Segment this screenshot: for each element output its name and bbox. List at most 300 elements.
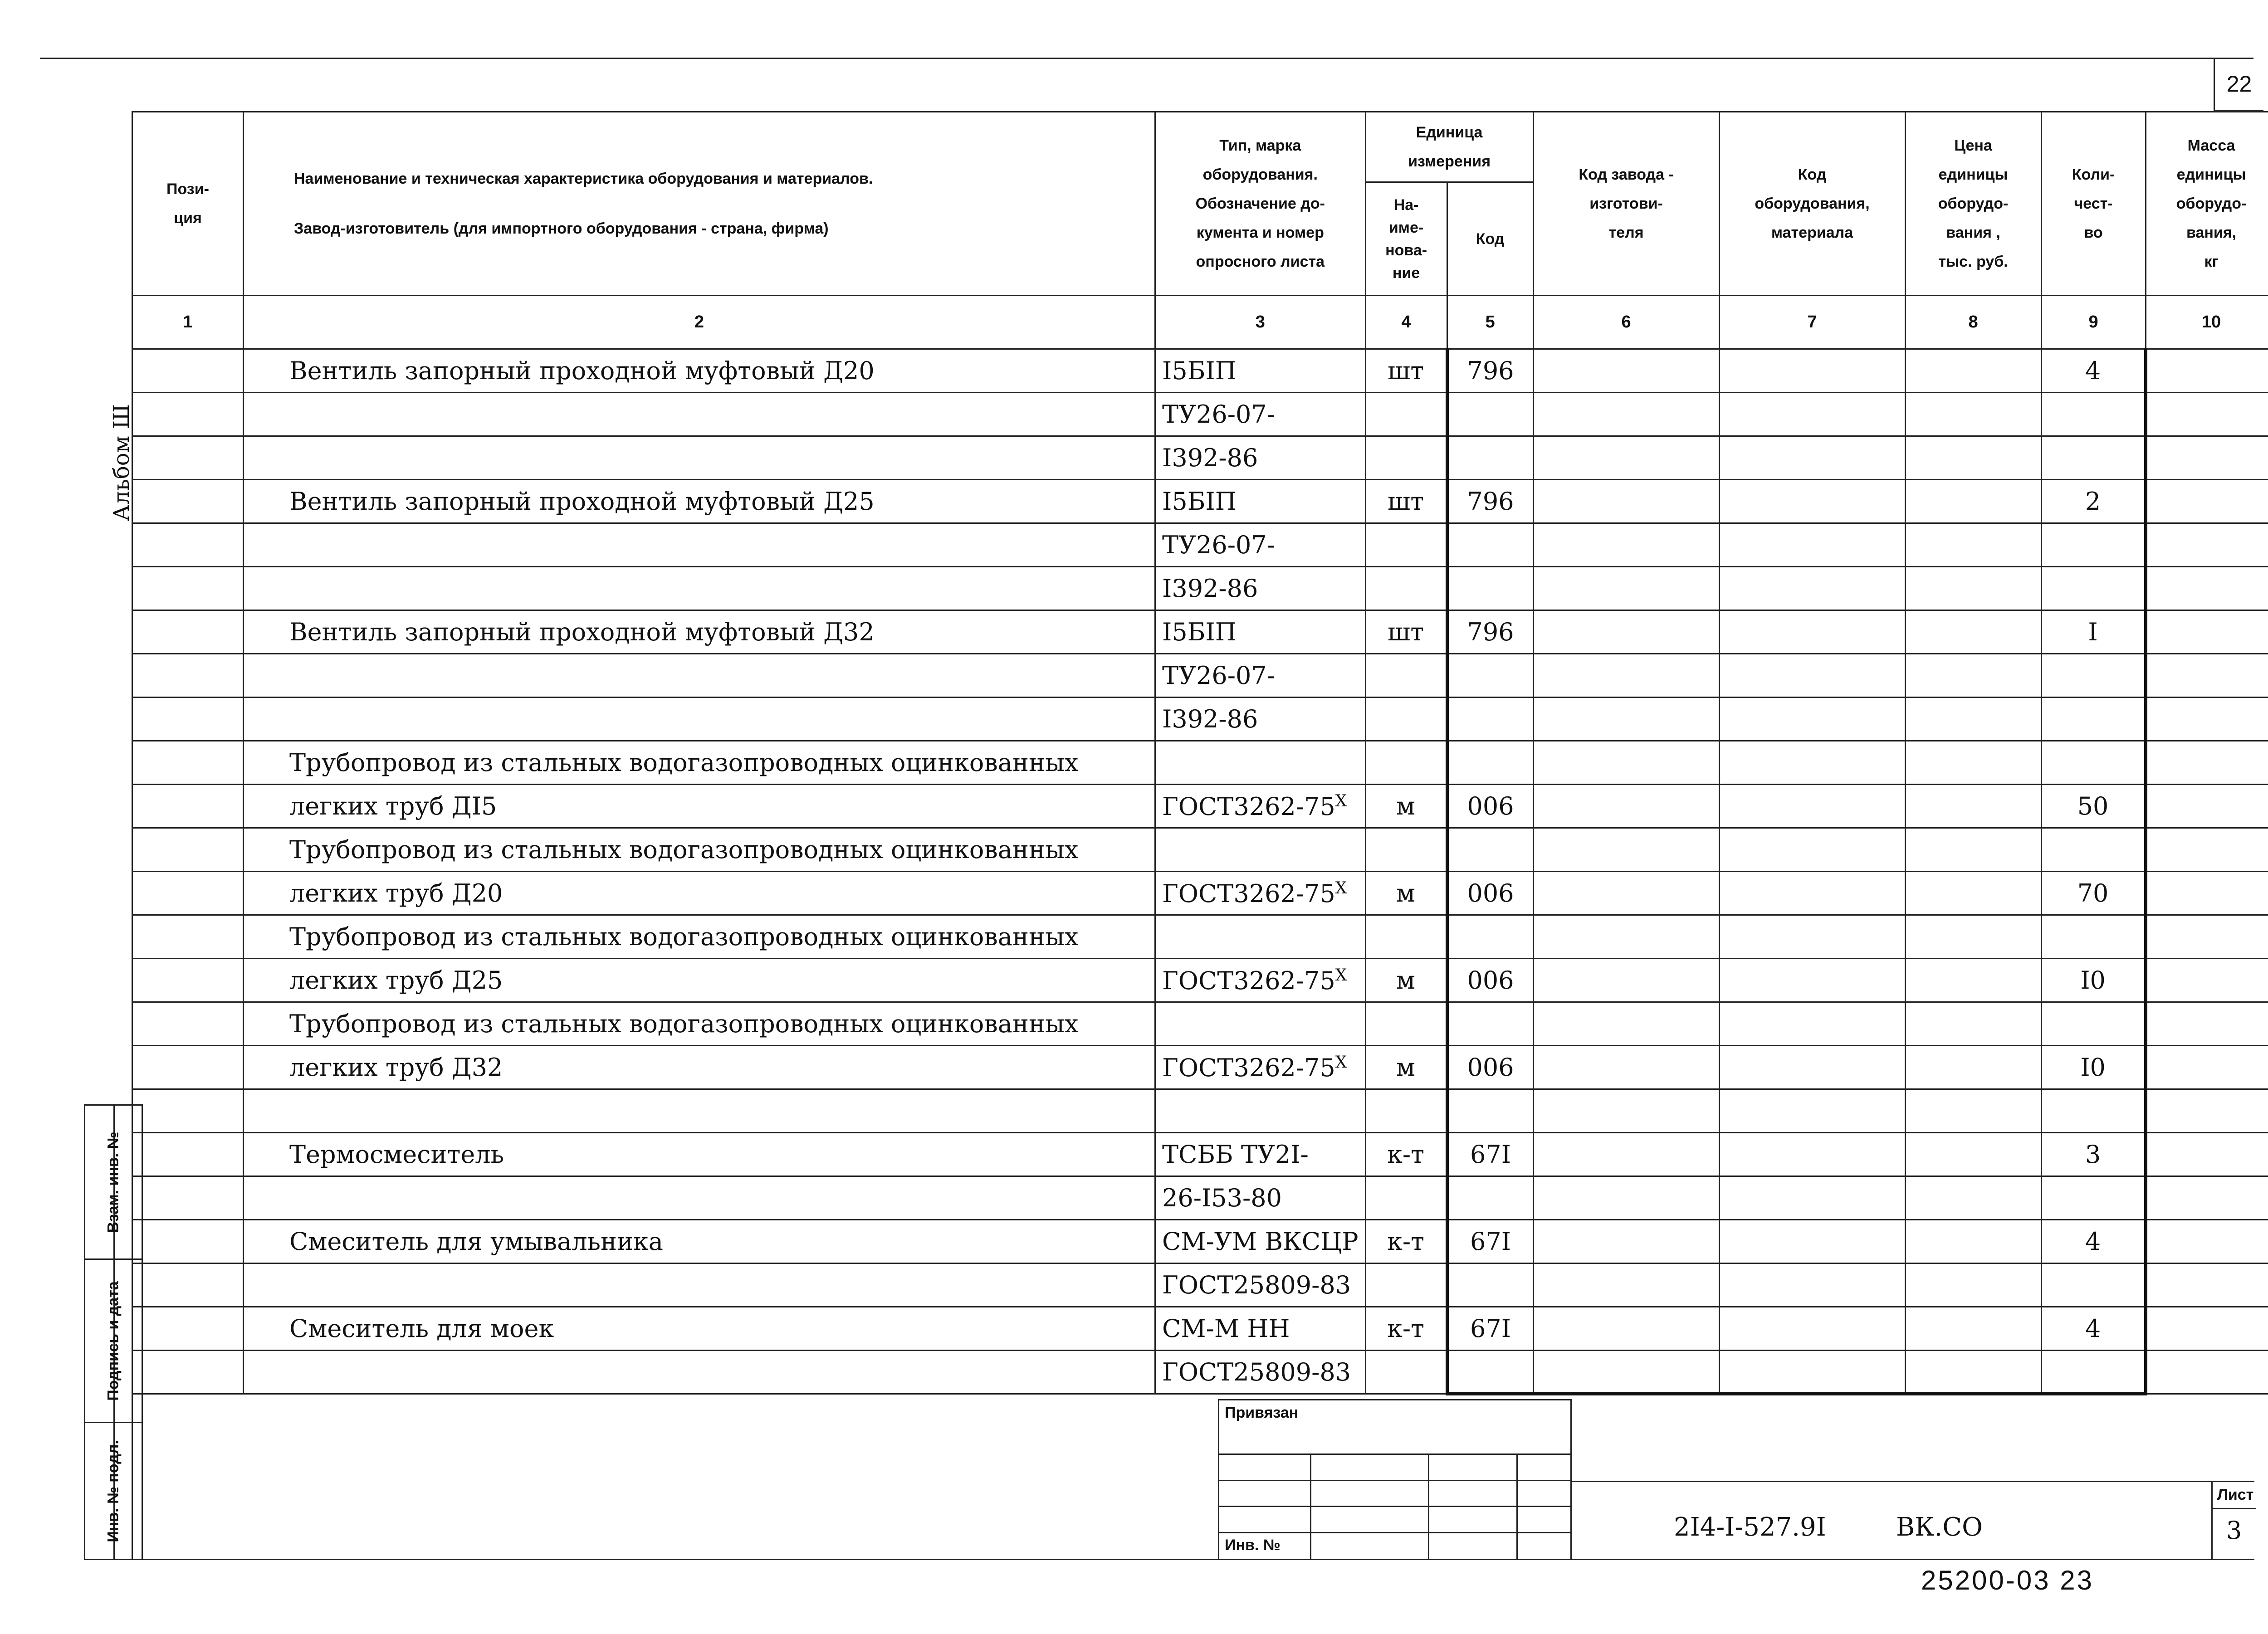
cell-factory-code: [1533, 1176, 1719, 1220]
header-factory-l2: изготови-: [1589, 195, 1663, 212]
cell-unit-name-text: м: [1396, 966, 1416, 995]
cell-type: [1155, 1046, 1366, 1089]
header-price: [1905, 112, 2041, 296]
cell-mass: [2146, 1176, 2268, 1220]
cell-equip-code: [1719, 828, 1905, 872]
binding-box: [1218, 1399, 1572, 1560]
table-row: [132, 480, 2268, 523]
cell-unit-code: [1447, 654, 1533, 697]
cell-unit-code: [1447, 1046, 1533, 1089]
cell-qty: [2041, 1176, 2146, 1220]
cell-position: [132, 1220, 244, 1263]
header-factory-l3: теля: [1608, 224, 1644, 241]
cell-type: [1155, 1263, 1366, 1307]
sheet-label: Лист: [2217, 1486, 2254, 1503]
cell-name: [244, 1263, 1155, 1307]
cell-equip-code: [1719, 741, 1905, 785]
header-type: [1155, 112, 1366, 296]
cell-price: [1905, 654, 2041, 697]
cell-type: [1155, 1002, 1366, 1046]
cell-unit-name: [1365, 697, 1447, 741]
cell-price: [1905, 1307, 2041, 1351]
cell-qty: [2041, 1002, 2146, 1046]
cell-type-text: I5БIП: [1162, 487, 1237, 516]
cell-equip-code: [1719, 1176, 1905, 1220]
header-position: [132, 112, 244, 296]
cell-name-text: легких труб Д32: [289, 1053, 503, 1082]
cell-mass: [2146, 523, 2268, 567]
cell-unit-name: [1365, 915, 1447, 959]
cell-price: [1905, 567, 2041, 610]
cell-equip-code: [1719, 697, 1905, 741]
cell-qty-text: 4: [2085, 1227, 2101, 1256]
cell-qty: [2041, 436, 2146, 480]
cell-mass: [2146, 915, 2268, 959]
cell-type-text: I392-86: [1162, 705, 1258, 733]
header-qty-l2: чест-: [2074, 195, 2113, 212]
cell-position: [132, 959, 244, 1002]
cell-unit-name-text: м: [1396, 1053, 1416, 1082]
cell-name: [244, 697, 1155, 741]
cell-unit-name-text: м: [1396, 879, 1416, 907]
top-rule: [40, 58, 2253, 59]
cell-unit-code: [1447, 872, 1533, 915]
header-price-l4: вания ,: [1946, 224, 2000, 241]
cell-price: [1905, 697, 2041, 741]
header-price-l3: оборудо-: [1938, 195, 2009, 212]
stamp-replace-label: Взам. инв. №: [104, 1131, 122, 1233]
cell-qty: [2041, 654, 2146, 697]
cell-type-text: I5БIП: [1162, 356, 1237, 385]
cell-mass: [2146, 1351, 2268, 1394]
cell-type: [1155, 610, 1366, 654]
superscript-mark: Х: [1335, 966, 1347, 985]
cell-price: [1905, 610, 2041, 654]
cell-type-text: ТСББ ТУ2I-: [1162, 1140, 1309, 1169]
sheet-number: 3: [2226, 1516, 2242, 1545]
cell-name-text: Смеситель для умывальника: [289, 1227, 663, 1256]
table-row: [132, 1089, 2268, 1133]
cell-factory-code: [1533, 697, 1719, 741]
cell-name: [244, 828, 1155, 872]
cell-position: [132, 654, 244, 697]
cell-unit-code: [1447, 523, 1533, 567]
cell-name-text: Вентиль запорный проходной муфтовый Д25: [289, 487, 875, 516]
cell-position: [132, 1133, 244, 1176]
table-row: [132, 523, 2268, 567]
cell-factory-code: [1533, 959, 1719, 1002]
header-unitname-l1: На-: [1393, 196, 1419, 214]
cell-price: [1905, 959, 2041, 1002]
cell-name-text: Смеситель для моек: [289, 1314, 554, 1343]
cell-price: [1905, 1263, 2041, 1307]
cell-equip-code: [1719, 654, 1905, 697]
cell-equip-code: [1719, 1002, 1905, 1046]
cell-type: [1155, 349, 1366, 393]
cell-position: [132, 872, 244, 915]
cell-unit-code: [1447, 915, 1533, 959]
cell-unit-code: [1447, 1263, 1533, 1307]
header-name-l1: Наименование и техническая характеристика оборудования и материалов.: [294, 170, 873, 187]
document-mark: ВК.СО: [1896, 1512, 1983, 1542]
cell-unit-name-text: к-т: [1387, 1140, 1424, 1169]
table-row: [132, 828, 2268, 872]
table-row: [132, 785, 2268, 828]
cell-position: [132, 828, 244, 872]
header-mass-l5: кг: [2204, 253, 2219, 270]
cell-unit-code: [1447, 828, 1533, 872]
cell-name: [244, 523, 1155, 567]
header-unit-l1: Единица: [1416, 124, 1483, 141]
cell-type: [1155, 915, 1366, 959]
specification-body: [132, 349, 2268, 1394]
cell-position: [132, 697, 244, 741]
cell-unit-name: [1365, 610, 1447, 654]
cell-unit-name: [1365, 1220, 1447, 1263]
cell-equip-code: [1719, 1263, 1905, 1307]
cell-unit-code: [1447, 785, 1533, 828]
cell-type: [1155, 567, 1366, 610]
header-unit-name: [1365, 182, 1447, 296]
cell-equip-code: [1719, 915, 1905, 959]
cell-price: [1905, 785, 2041, 828]
col-num: 9: [2041, 296, 2146, 349]
cell-unit-code: [1447, 1089, 1533, 1133]
cell-qty: [2041, 610, 2146, 654]
col-num: 10: [2146, 296, 2268, 349]
table-row: [132, 436, 2268, 480]
cell-unit-name: [1365, 959, 1447, 1002]
cell-qty: [2041, 959, 2146, 1002]
binding-vline: [1310, 1454, 1311, 1560]
cell-unit-code: [1447, 480, 1533, 523]
cell-mass: [2146, 741, 2268, 785]
cell-name: [244, 1176, 1155, 1220]
cell-qty: [2041, 915, 2146, 959]
cell-qty-text: 4: [2085, 1314, 2101, 1343]
cell-type: [1155, 480, 1366, 523]
cell-factory-code: [1533, 1263, 1719, 1307]
cell-factory-code: [1533, 610, 1719, 654]
header-mass-l4: вания,: [2186, 224, 2237, 241]
table-row: [132, 1263, 2268, 1307]
cell-type-text: ТУ26-07-: [1162, 400, 1275, 429]
cell-price: [1905, 393, 2041, 436]
table-row: [132, 697, 2268, 741]
col-num: 2: [244, 296, 1155, 349]
cell-factory-code: [1533, 915, 1719, 959]
cell-equip-code: [1719, 872, 1905, 915]
cell-unit-name: [1365, 1263, 1447, 1307]
cell-mass: [2146, 828, 2268, 872]
cell-price: [1905, 872, 2041, 915]
header-unit-l2: измерения: [1408, 153, 1491, 170]
cell-name: [244, 393, 1155, 436]
cell-unit-code: [1447, 1176, 1533, 1220]
cell-mass: [2146, 697, 2268, 741]
cell-factory-code: [1533, 1220, 1719, 1263]
cell-factory-code: [1533, 828, 1719, 872]
cell-unit-name: [1365, 1307, 1447, 1351]
cell-price: [1905, 1176, 2041, 1220]
cell-position: [132, 567, 244, 610]
header-type-l2: оборудования.: [1202, 166, 1318, 183]
cell-name: [244, 872, 1155, 915]
cell-unit-code-text: 67I: [1470, 1140, 1511, 1169]
cell-price: [1905, 436, 2041, 480]
cell-unit-code-text: 796: [1467, 618, 1514, 646]
cell-qty: [2041, 697, 2146, 741]
cell-position: [132, 393, 244, 436]
cell-unit-code-text: 796: [1467, 356, 1514, 385]
cell-qty: [2041, 523, 2146, 567]
cell-name: [244, 610, 1155, 654]
cell-position: [132, 915, 244, 959]
cell-unit-name-text: шт: [1388, 487, 1424, 516]
cell-factory-code: [1533, 349, 1719, 393]
cell-name-text: Трубопровод из стальных водогазопроводных оцинкованных: [289, 922, 1079, 951]
header-position-l2: ция: [174, 210, 202, 227]
cell-qty-text: 70: [2077, 879, 2109, 907]
table-row: [132, 959, 2268, 1002]
header-mass-l3: оборудо-: [2176, 195, 2247, 212]
col-num: 5: [1447, 296, 1533, 349]
cell-type: [1155, 1220, 1366, 1263]
table-row: [132, 1133, 2268, 1176]
cell-name-text: легких труб ДI5: [289, 792, 497, 820]
cell-unit-name: [1365, 654, 1447, 697]
cell-mass: [2146, 1002, 2268, 1046]
cell-price: [1905, 1133, 2041, 1176]
binding-vline: [1516, 1454, 1518, 1560]
cell-equip-code: [1719, 1220, 1905, 1263]
album-label: Альбом Ш: [109, 404, 134, 522]
table-row: [132, 567, 2268, 610]
cell-unit-name: [1365, 1176, 1447, 1220]
cell-type-text: ГОСТ3262-75: [1162, 966, 1335, 995]
cell-unit-name: [1365, 741, 1447, 785]
cell-factory-code: [1533, 567, 1719, 610]
cell-unit-code: [1447, 610, 1533, 654]
cell-position: [132, 1089, 244, 1133]
cell-position: [132, 436, 244, 480]
cell-name-text: Вентиль запорный проходной муфтовый Д20: [289, 356, 875, 385]
cell-price: [1905, 1002, 2041, 1046]
cell-type: [1155, 959, 1366, 1002]
sheet-top-number: 22: [2214, 58, 2263, 111]
cell-unit-name: [1365, 872, 1447, 915]
binding-label: Привязан: [1225, 1404, 1299, 1421]
cell-unit-code-text: 006: [1467, 1053, 1514, 1082]
cell-name: [244, 741, 1155, 785]
cell-unit-name: [1365, 1002, 1447, 1046]
header-unitname-l2: име-: [1388, 219, 1424, 236]
col-num: 8: [1905, 296, 2041, 349]
cell-position: [132, 1046, 244, 1089]
cell-qty: [2041, 1220, 2146, 1263]
cell-unit-name: [1365, 436, 1447, 480]
header-equip-l3: материала: [1771, 224, 1853, 241]
cell-qty: [2041, 1089, 2146, 1133]
document-code: 2I4-I-527.9I: [1674, 1512, 1826, 1542]
cell-mass: [2146, 1263, 2268, 1307]
cell-qty: [2041, 785, 2146, 828]
cell-qty-text: 2: [2085, 487, 2101, 516]
cell-qty: [2041, 872, 2146, 915]
cell-unit-name: [1365, 480, 1447, 523]
cell-name-text: легких труб Д25: [289, 966, 503, 995]
cell-type-text: СМ-М НН: [1162, 1314, 1290, 1343]
cell-type-text: ГОСТ3262-75: [1162, 1053, 1335, 1082]
cell-unit-code: [1447, 567, 1533, 610]
superscript-mark: Х: [1335, 1053, 1347, 1072]
cell-unit-name-text: к-т: [1387, 1227, 1424, 1256]
cell-unit-name: [1365, 1351, 1447, 1394]
cell-position: [132, 1176, 244, 1220]
cell-name: [244, 436, 1155, 480]
cell-qty: [2041, 828, 2146, 872]
cell-unit-code: [1447, 349, 1533, 393]
cell-unit-code: [1447, 741, 1533, 785]
cell-equip-code: [1719, 1351, 1905, 1394]
column-number-row: [132, 296, 2268, 349]
cell-qty: [2041, 1133, 2146, 1176]
cell-qty: [2041, 567, 2146, 610]
header-unitname-l4: ние: [1392, 264, 1420, 282]
cell-position: [132, 741, 244, 785]
cell-price: [1905, 480, 2041, 523]
cell-equip-code: [1719, 567, 1905, 610]
cell-name: [244, 349, 1155, 393]
cell-factory-code: [1533, 523, 1719, 567]
cell-factory-code: [1533, 654, 1719, 697]
cell-equip-code: [1719, 1046, 1905, 1089]
cell-name: [244, 959, 1155, 1002]
cell-factory-code: [1533, 1133, 1719, 1176]
cell-factory-code: [1533, 785, 1719, 828]
cell-unit-code: [1447, 1220, 1533, 1263]
cell-name-text: Трубопровод из стальных водогазопроводных оцинкованных: [289, 748, 1079, 777]
cell-type: [1155, 654, 1366, 697]
cell-price: [1905, 1046, 2041, 1089]
cell-mass: [2146, 393, 2268, 436]
cell-position: [132, 480, 244, 523]
cell-unit-code-text: 006: [1467, 879, 1514, 907]
header-unitname-l3: нова-: [1385, 241, 1427, 259]
cell-name: [244, 654, 1155, 697]
col-num: 4: [1365, 296, 1447, 349]
cell-equip-code: [1719, 1133, 1905, 1176]
header-mass-l2: единицы: [2176, 166, 2246, 183]
cell-type: [1155, 697, 1366, 741]
cell-type: [1155, 741, 1366, 785]
cell-unit-code-text: 006: [1467, 966, 1514, 995]
cell-type: [1155, 523, 1366, 567]
header-mass-l1: Масса: [2187, 137, 2235, 154]
table-row: [132, 872, 2268, 915]
cell-mass: [2146, 1046, 2268, 1089]
cell-unit-code: [1447, 436, 1533, 480]
table-row: [132, 1307, 2268, 1351]
cell-name: [244, 915, 1155, 959]
cell-unit-name-text: м: [1396, 792, 1416, 820]
cell-qty: [2041, 349, 2146, 393]
header-price-l5: тыс. руб.: [1938, 253, 2008, 270]
cell-qty-text: I0: [2080, 966, 2106, 995]
binding-vline: [1428, 1454, 1429, 1560]
cell-name: [244, 480, 1155, 523]
cell-name: [244, 1351, 1155, 1394]
cell-name: [244, 1002, 1155, 1046]
cell-price: [1905, 349, 2041, 393]
cell-equip-code: [1719, 436, 1905, 480]
cell-qty: [2041, 393, 2146, 436]
header-unit: [1365, 112, 1533, 182]
cell-type: [1155, 1133, 1366, 1176]
cell-mass: [2146, 1307, 2268, 1351]
cell-equip-code: [1719, 785, 1905, 828]
cell-mass: [2146, 1089, 2268, 1133]
cell-type: [1155, 872, 1366, 915]
cell-unit-name: [1365, 1133, 1447, 1176]
cell-factory-code: [1533, 480, 1719, 523]
cell-unit-name-text: шт: [1388, 356, 1424, 385]
cell-factory-code: [1533, 1351, 1719, 1394]
col-num: 1: [132, 296, 244, 349]
table-row: [132, 1046, 2268, 1089]
cell-equip-code: [1719, 523, 1905, 567]
cell-mass: [2146, 610, 2268, 654]
cell-qty-text: 50: [2077, 792, 2109, 820]
cell-mass: [2146, 480, 2268, 523]
cell-qty-text: I: [2088, 618, 2098, 646]
header-name-l2: Завод-изготовитель (для импортного оборудования - страна, фирма): [294, 220, 829, 237]
header-qty-l1: Коли-: [2072, 166, 2115, 183]
cell-equip-code: [1719, 1307, 1905, 1351]
cell-factory-code: [1533, 872, 1719, 915]
cell-price: [1905, 828, 2041, 872]
cell-name: [244, 1220, 1155, 1263]
table-row: [132, 393, 2268, 436]
cell-mass: [2146, 349, 2268, 393]
cell-unit-code: [1447, 393, 1533, 436]
cell-name-text: Термосмеситель: [289, 1140, 504, 1169]
col-num: 7: [1719, 296, 1905, 349]
cell-type-text: ГОСТ3262-75: [1162, 879, 1335, 908]
header-type-l5: опросного листа: [1196, 253, 1325, 270]
cell-unit-code-text: 67I: [1470, 1227, 1511, 1256]
cell-type-text: ТУ26-07-: [1162, 531, 1275, 559]
cell-qty: [2041, 1263, 2146, 1307]
cell-type-text: ГОСТ25809-83: [1162, 1358, 1351, 1386]
table-row: [132, 741, 2268, 785]
cell-unit-name: [1365, 393, 1447, 436]
footer-code: 25200-03 23: [1921, 1565, 2094, 1595]
cell-qty-text: 4: [2085, 356, 2101, 385]
table-row: [132, 1176, 2268, 1220]
cell-name: [244, 785, 1155, 828]
cell-unit-name-text: шт: [1388, 618, 1424, 646]
cell-equip-code: [1719, 959, 1905, 1002]
col-num: 3: [1155, 296, 1366, 349]
cell-name: [244, 1307, 1155, 1351]
cell-unit-name-text: к-т: [1387, 1314, 1424, 1343]
table-row: [132, 915, 2268, 959]
superscript-mark: Х: [1335, 878, 1347, 897]
cell-type: [1155, 1176, 1366, 1220]
cell-mass: [2146, 567, 2268, 610]
header-unit-code: Код: [1447, 182, 1533, 296]
